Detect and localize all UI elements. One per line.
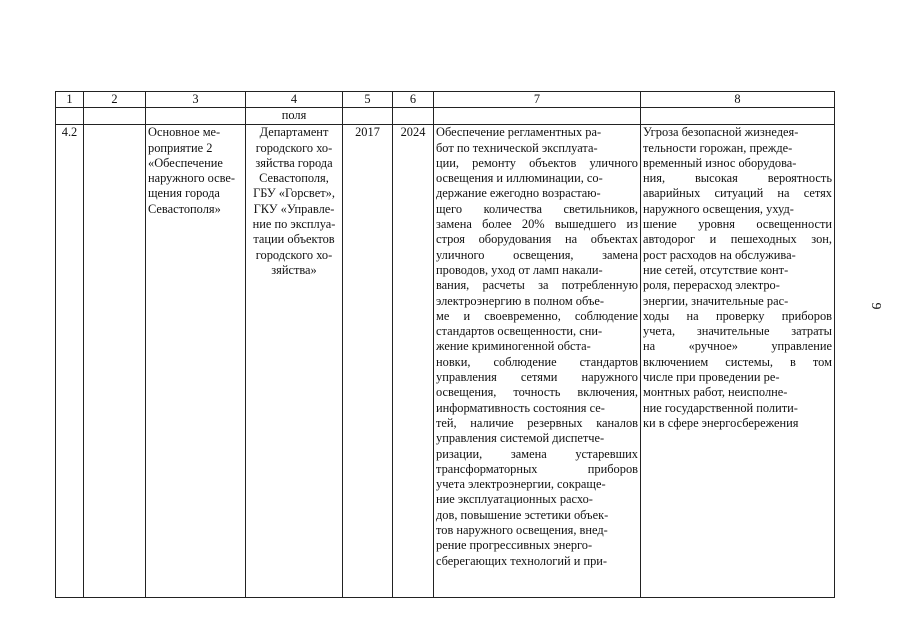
column-number-cell: 5 xyxy=(343,92,393,108)
continuation-cell xyxy=(434,108,641,125)
table-row xyxy=(56,125,835,598)
column-number-cell: 2 xyxy=(84,92,146,108)
continuation-cell xyxy=(84,108,146,125)
continuation-cell xyxy=(641,108,835,125)
column-number-cell: 1 xyxy=(56,92,84,108)
column-number-cell: 7 xyxy=(434,92,641,108)
continuation-row xyxy=(56,108,835,125)
activity-name: Основное ме- роприятие 2 «Обеспечение наружного осве- щения города Севастополя» xyxy=(148,125,236,216)
end-year: 2024 xyxy=(393,125,434,598)
column-number-cell: 6 xyxy=(393,92,434,108)
expected-result-cell xyxy=(434,125,641,598)
program-activities-table xyxy=(55,91,835,598)
empty-cell xyxy=(84,125,146,598)
responsible-executor: Департамент городского хо- зяйства города Севастополя, ГБУ «Горсвет», ГКУ «Управле- ние по эксплуа- тации объектов городского хо- зяйства» xyxy=(252,125,336,277)
column-number-row xyxy=(56,92,835,108)
column-number-cell: 8 xyxy=(641,92,835,108)
column-number-cell: 4 xyxy=(246,92,343,108)
activity-name-cell xyxy=(146,125,246,598)
continuation-cell: поля xyxy=(246,108,343,125)
continuation-cell xyxy=(393,108,434,125)
item-number: 4.2 xyxy=(56,125,84,598)
continuation-cell xyxy=(146,108,246,125)
consequences-cell xyxy=(641,125,835,598)
executor-cell xyxy=(246,125,343,598)
page-number: 9 xyxy=(868,302,883,310)
column-number-cell: 3 xyxy=(146,92,246,108)
continuation-cell xyxy=(343,108,393,125)
expected-result: Обеспечение регламентных ра- бот по технической эксплуата- ции, ремонту объектов уличного освещения и иллюминации, со- держание ежегодно возрастаю- щего количества светильников, замена более 20% вышедшего из строя оборудования на объектах уличного освещения, замена проводов, уход от ламп накали- вания, расчеты за потребленную электроэнергию в полном объе- ме и своевременно, соблюдение стандартов освещенности, сни- жение криминогенной обста- новки, соблюдение стандартов управления сетями наружного освещения, точность включения, информативность состояния се- тей, наличие резервных каналов управления системой диспетче- ризации, замена устаревших трансформаторных приборов учета электроэнергии, сокраще- ние эксплуатационных расхо- дов, повышение эстетики объек- тов наружного освещения, внед- рение прогрессивных энерго- сберегающих технологий и при- xyxy=(436,125,638,568)
start-year: 2017 xyxy=(343,125,393,598)
continuation-cell xyxy=(56,108,84,125)
consequences-of-non-implementation: Угроза безопасной жизнедея- тельности горожан, прежде- временный износ оборудова- ния, высокая вероятность аварийных ситуаций на сетях наружного освещения, ухуд- шение уровня освещенности автодорог и пешеходных зон, рост расходов на обслужива- ние сетей, отсутствие конт- роля, перерасход электро- энергии, значительные рас- ходы на проверку приборов учета, значительные затраты на «ручное» управление включением системы, в том числе при проведении ре- монтных работ, неисполне- ние государственной полити- ки в сфере энергосбережения xyxy=(643,125,832,430)
